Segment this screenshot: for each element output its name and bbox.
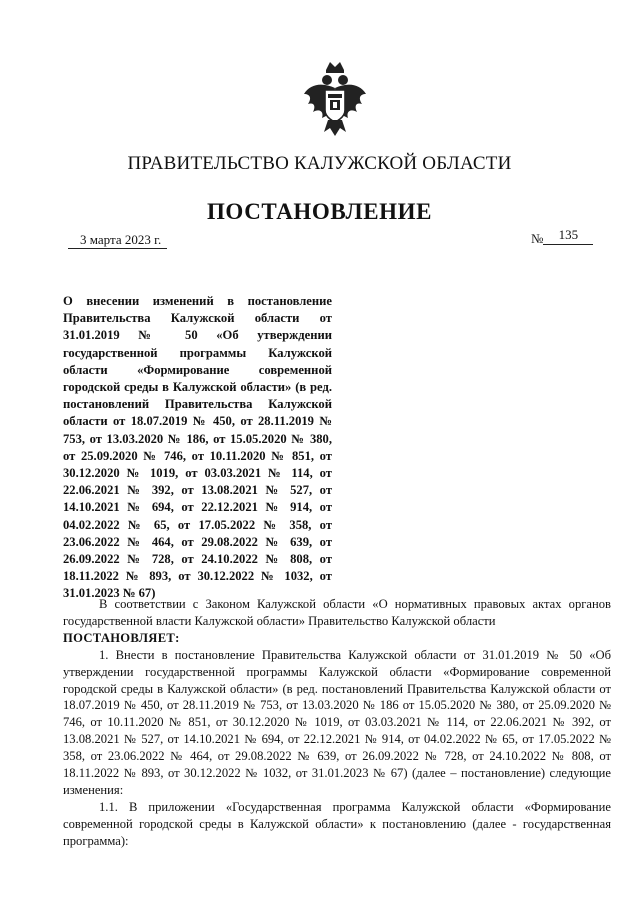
document-type-title: ПОСТАНОВЛЕНИЕ xyxy=(206,199,433,224)
document-body xyxy=(63,596,611,850)
date-value: 3 марта 2023 г. xyxy=(68,232,167,249)
item-1-paragraph: 1. Внести в постановление Правительства Калужской области от 31.01.2019 № 50 «Об утверждении государственной программы Калужской области «Формирование современной городской среды в Калужской области» (в ред. постановлений Правительства Калужской области от 18.07.2019 № 450, от 28.11.2019 № 753, от 13.03.2020 № 186 от 15.05.2020 № 380, от 25.09.2020 № 746, от 10.11.2020 № 851, от 30.12.2020 № 1019, от 03.03.2021 № 114, от 22.06.2021 № 392, от 13.08.2021 № 527, от 14.10.2021 № 694, от 22.12.2021 № 914, от 04.02.2022 № 65, от 17.05.2022 № 358, от 23.06.2022 № 464, от 29.08.2022 № 639, от 26.09.2022 № 728, от 24.10.2022 № 808, от 18.11.2022 № 893, от 30.12.2022 № 1032, от 31.01.2023 № 67) (далее – постановление) следующие изменения: xyxy=(63,647,611,797)
document-subject: О внесении изменений в постановление Правительства Калужской области от 31.01.2019 № 50 «Об утверждении государственной программы Калужской области «Формирование современной городской среды в Калужской области» (в ред. постановлений Правительства Калужской области от 18.07.2019 № 450, от 28.11.2019 № 753, от 13.03.2020 № 186, от 15.05.2020 № 380, от 25.09.2020 № 746, от 10.11.2020 № 851, от 30.12.2020 № 1019, от 03.03.2021 № 114, от 22.06.2021 № 392, от 13.08.2021 № 527, от 14.10.2021 № 694, от 22.12.2021 № 914, от 04.02.2022 № 65, от 17.05.2022 № 358, от 23.06.2022 № 464, от 29.08.2022 № 639, от 26.09.2022 № 728, от 24.10.2022 № 808, от 18.11.2022 № 893, от 30.12.2022 № 1032, от 31.01.2023 № 67) xyxy=(63,294,332,601)
item-1-1-paragraph: 1.1. В приложении «Государственная программа Калужской области «Формирование современной городской среды в Калужской области» к постановлению (далее - государственная программа): xyxy=(63,799,611,848)
coat-of-arms-icon xyxy=(300,58,370,140)
government-title: ПРАВИТЕЛЬСТВО КАЛУЖСКОЙ ОБЛАСТИ xyxy=(127,153,512,174)
document-number xyxy=(531,227,593,249)
number-value: 135 xyxy=(543,227,593,245)
document-date xyxy=(68,232,167,249)
preamble-paragraph: В соответствии с Законом Калужской области «О нормативных правовых актах органов государственной власти Калужской области» Правительство Калужской области xyxy=(63,597,611,628)
resolves-heading: ПОСТАНОВЛЯЕТ: xyxy=(63,630,180,645)
number-label: № xyxy=(531,231,544,246)
